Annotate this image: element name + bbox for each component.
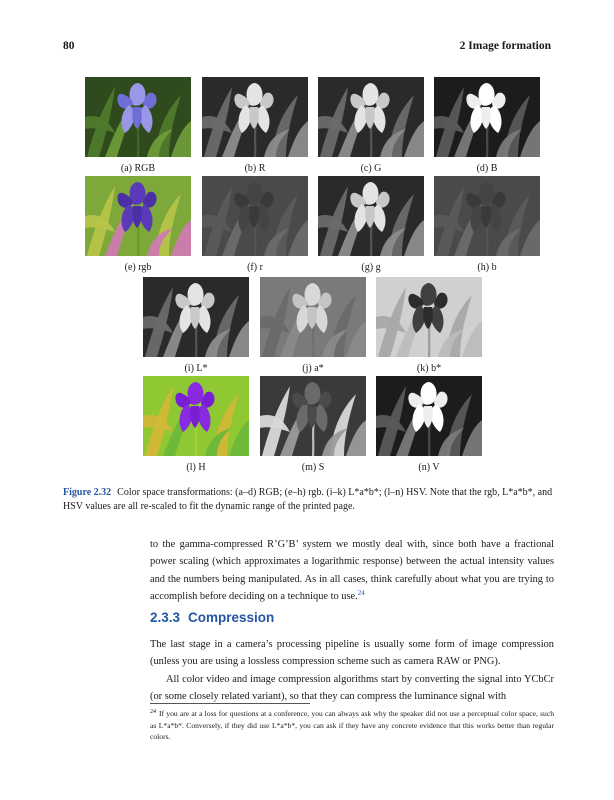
iris-photo-b-chromaticity [434, 176, 540, 256]
panel-label: (d) B [476, 163, 498, 174]
iris-scene [202, 77, 308, 157]
panel-label: (c) G [360, 163, 382, 174]
figure-panel-l [143, 376, 249, 473]
stem [255, 222, 256, 256]
page-number: 80 [63, 40, 75, 52]
iris-scene [260, 376, 366, 456]
iris-photo-a-star [260, 277, 366, 357]
figure-panel-m [260, 376, 366, 473]
figure-panel-d [434, 77, 540, 174]
iris-scene [318, 176, 424, 256]
stem [313, 323, 314, 357]
footnote-reference[interactable]: 24 [357, 589, 365, 598]
panel-label: (b) R [244, 163, 266, 174]
figure-panel-e [85, 176, 191, 273]
figure-panel-c [318, 77, 424, 174]
iris-photo-lightness [143, 277, 249, 357]
figure-caption [63, 486, 553, 514]
iris-photo-g-channel [318, 77, 424, 157]
paragraph-text: to the gamma-compressed R’G’B’ system we mostly deal with, since both have a fractional power scaling (which approximates a logarithmic response) between the actual intensity values and the numbers being manipulated. As in all cases, think carefully about what you are trying to accomplish before deciding on a technique to use. [150, 539, 554, 603]
stem [138, 123, 139, 157]
panel-label: (a) RGB [120, 163, 156, 174]
stem [429, 323, 430, 357]
iris-photo-b-channel [434, 77, 540, 157]
iris-photo-chromaticity [85, 176, 191, 256]
iris-scene [260, 277, 366, 357]
footnote [150, 707, 554, 743]
iris-photo-hue [143, 376, 249, 456]
stem [371, 222, 372, 256]
footnote-number: 24 [150, 709, 156, 715]
iris-scene [85, 77, 191, 157]
iris-photo-value [376, 376, 482, 456]
panel-label: (h) b [477, 262, 497, 273]
figure-panel-i [143, 277, 249, 374]
stem [196, 422, 197, 456]
figure-panel-h [434, 176, 540, 273]
panel-label: (e) rgb [124, 262, 152, 273]
iris-scene [434, 176, 540, 256]
paragraph-text: All color video and image compression algorithms start by converting the signal into YCbCr (or some closely related variant), so that they can compress the luminance signal with [150, 673, 554, 703]
panel-label: (g) g [361, 262, 381, 273]
panel-label: (l) H [186, 462, 206, 473]
stem [487, 222, 488, 256]
section-heading [150, 610, 274, 625]
stem [138, 222, 139, 256]
panel-label: (n) V [418, 462, 440, 473]
iris-scene [318, 77, 424, 157]
paragraph [150, 536, 554, 606]
chapter-title: 2 Image formation [459, 40, 551, 52]
iris-photo-rgb [85, 77, 191, 157]
stem [487, 123, 488, 157]
figure-panel-n [376, 376, 482, 473]
stem [196, 323, 197, 357]
figure-panel-g [318, 176, 424, 273]
footnote-divider [150, 703, 310, 704]
iris-scene [376, 277, 482, 357]
section-title: Compression [188, 610, 275, 625]
panel-label: (i) L* [184, 363, 208, 374]
panel-label: (f) r [247, 262, 263, 273]
paragraph-text: The last stage in a camera’s processing pipeline is usually some form of image compression (unless you are using a lossless compression scheme such as camera RAW or PNG). [150, 639, 554, 668]
panel-label: (m) S [301, 462, 325, 473]
iris-scene [376, 376, 482, 456]
iris-photo-g-chromaticity [318, 176, 424, 256]
paragraph [150, 636, 554, 706]
figure-caption-label: Figure 2.32 [63, 487, 112, 498]
running-header [63, 40, 551, 56]
panel-label: (k) b* [416, 363, 442, 374]
iris-photo-r-channel [202, 77, 308, 157]
stem [255, 123, 256, 157]
section-number: 2.3.3 [150, 610, 181, 625]
iris-photo-saturation [260, 376, 366, 456]
footnote-text: If you are at a loss for questions at a conference, you can always ask why the speaker did not use a perceptual color space, such as L*a*b*. Conversely, if they did use L*a*b*, you can ask if they have any concrete evidence that this works better than regular colors. [150, 709, 554, 741]
figure-caption-text: Color space transformations: (a–d) RGB; (e–h) rgb. (i–k) L*a*b*; (l–n) HSV. Note that the rgb, L*a*b*, and HSV values are all re-scaled to fit the dynamic range of the printed page. [63, 487, 553, 512]
stem [429, 422, 430, 456]
figure-panel-k [376, 277, 482, 374]
iris-scene [434, 77, 540, 157]
iris-scene [202, 176, 308, 256]
stem [371, 123, 372, 157]
iris-photo-b-star [376, 277, 482, 357]
iris-scene [85, 176, 191, 256]
iris-scene [143, 277, 249, 357]
iris-photo-r-chromaticity [202, 176, 308, 256]
figure-panel-b [202, 77, 308, 174]
figure-panel-f [202, 176, 308, 273]
stem [313, 422, 314, 456]
figure-panel-j [260, 277, 366, 374]
figure-panel-a [85, 77, 191, 174]
panel-label: (j) a* [302, 363, 324, 374]
iris-scene [143, 376, 249, 456]
